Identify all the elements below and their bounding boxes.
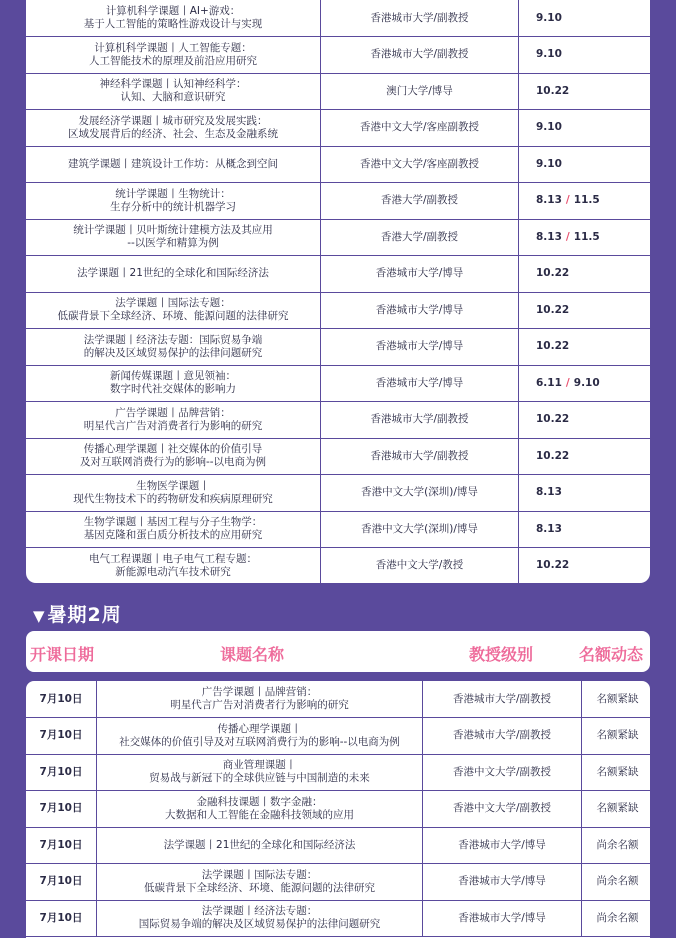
course-title-line2: 国际贸易争端的解决及区域贸易保护的法律问题研究 (138, 918, 381, 931)
course-title-line2: 低碳背景下全球经济、环境、能源问题的法律研究 (57, 310, 289, 323)
date-separator: / (565, 194, 570, 207)
course-title-line2: 贸易战与新冠下的全球供应链与中国制造的未来 (149, 772, 370, 785)
course-title-line2: 现代生物技术下的药物研发和疾病原理研究 (73, 492, 273, 505)
table-row (26, 0, 650, 37)
start-date-alt: 9.10 (573, 376, 600, 389)
start-date: 10.22 (536, 559, 570, 572)
course-title-line2: 社交媒体的价值引导及对互联网消费行为的影响--以电商为例 (119, 735, 400, 748)
date-cell: 7月10日 (26, 827, 97, 864)
course-title-cell (26, 548, 321, 584)
course-title-cell (26, 0, 321, 37)
instructor-cell: 香港中文大学/副教授 (423, 754, 582, 791)
course-title-line1: 计算机科学课题丨人工智能专题： (94, 41, 252, 54)
start-date: 10.22 (536, 84, 570, 97)
course-title-line1: 法学课题丨国际法专题： (115, 297, 231, 310)
table-row (26, 37, 650, 74)
course-title-cell (97, 864, 423, 901)
start-date-alt: 11.5 (573, 194, 600, 207)
date-cell: 7月10日 (26, 681, 97, 718)
date-cell (519, 0, 651, 37)
instructor-cell: 香港城市大学/博导 (423, 900, 582, 937)
table-row (26, 718, 650, 755)
instructor-cell: 香港城市大学/副教授 (321, 438, 519, 475)
table-row (26, 183, 650, 220)
table-row (26, 475, 650, 512)
date-cell: 7月10日 (26, 718, 97, 755)
course-title-line1: 神经科学课题丨认知神经科学： (99, 78, 247, 91)
status-cell: 名额紧缺 (582, 791, 651, 828)
course-title-line1: 广告学课题丨品牌营销： (115, 406, 231, 419)
course-title-line2: 低碳背景下全球经济、环境、能源问题的法律研究 (144, 881, 375, 894)
start-date: 9.10 (536, 11, 562, 24)
status-cell: 尚余名额 (582, 827, 651, 864)
date-cell (519, 438, 651, 475)
course-title-line2: 基于人工智能的策略性游戏设计与实现 (83, 18, 263, 30)
status-cell: 名额紧缺 (582, 718, 651, 755)
course-title-line2: 生存分析中的统计机器学习 (110, 200, 236, 213)
term2-course-table (26, 681, 650, 937)
course-title-line1: 统计学课题丨生物统计： (115, 187, 231, 200)
course-title-cell (97, 681, 423, 718)
date-separator: / (565, 376, 570, 389)
course-title-line2: 数字时代社交媒体的影响力 (110, 383, 236, 396)
table-row (26, 754, 650, 791)
date-cell (519, 548, 651, 584)
date-cell (519, 146, 651, 183)
course-title-cell (26, 475, 321, 512)
header-status: 名额动态 (579, 645, 644, 664)
table-row (26, 402, 650, 439)
course-title-cell (26, 329, 321, 366)
course-title-cell (26, 219, 321, 256)
table-row (26, 791, 650, 828)
course-title-line1: 电气工程课题丨电子电气工程专题： (89, 552, 257, 565)
course-title-line2: 大数据和人工智能在金融科技领域的应用 (165, 808, 354, 821)
date-cell (519, 292, 651, 329)
date-cell (519, 511, 651, 548)
instructor-cell: 香港中文大学/教授 (321, 548, 519, 584)
course-title-cell (97, 718, 423, 755)
course-title-line2: 新能源电动汽车技术研究 (115, 565, 231, 578)
course-title-line1: 金融科技课题丨数字金融： (196, 795, 323, 808)
table-row (26, 146, 650, 183)
course-title-cell (26, 402, 321, 439)
table-row (26, 864, 650, 901)
course-title-line1: 统计学课题丨贝叶斯统计建模方法及其应用 (73, 224, 273, 237)
date-cell (519, 183, 651, 220)
instructor-cell: 香港城市大学/副教授 (423, 718, 582, 755)
course-title-cell (26, 73, 321, 110)
header-title: 课题名称 (220, 645, 285, 664)
date-cell (519, 475, 651, 512)
instructor-cell: 香港中文大学/副教授 (423, 791, 582, 828)
start-date: 8.13 (536, 194, 562, 207)
course-title-line1: 生物医学课题丨 (136, 479, 210, 492)
table-row (26, 219, 650, 256)
instructor-cell: 香港城市大学/博导 (321, 292, 519, 329)
course-title-line1: 法学课题丨经济法专题： (201, 905, 318, 918)
course-title-line2: 认知、大脑和意识研究 (120, 91, 226, 104)
date-cell: 7月10日 (26, 754, 97, 791)
course-title-line2: 明星代言广告对消费者行为影响的研究 (83, 419, 263, 432)
start-date: 10.22 (536, 303, 570, 316)
course-title-cell (26, 183, 321, 220)
table-row (26, 365, 650, 402)
start-date: 6.11 (536, 376, 562, 389)
triangle-down-icon: ▼ (33, 607, 46, 625)
course-title-line2: 区域发展背后的经济、社会、生态及金融系统 (68, 127, 278, 140)
course-title-line1: 法学课题丨经济法专题：国际贸易争端 (83, 333, 263, 346)
course-title-line2: 明星代言广告对消费者行为影响的研究 (170, 699, 349, 711)
date-cell (519, 37, 651, 74)
date-cell (519, 329, 651, 366)
table-row (26, 292, 650, 329)
course-title-cell (26, 511, 321, 548)
table-row (26, 438, 650, 475)
start-date: 9.10 (536, 48, 562, 61)
date-cell (519, 256, 651, 293)
course-title-cell (26, 256, 321, 293)
course-title-line1: 传播心理学课题丨社交媒体的价值引导 (83, 443, 263, 456)
course-title-cell (97, 791, 423, 828)
date-cell: 7月10日 (26, 791, 97, 828)
start-date: 9.10 (536, 157, 562, 170)
course-title-cell (26, 292, 321, 329)
start-date: 10.22 (536, 413, 570, 426)
instructor-cell: 澳门大学/博导 (321, 73, 519, 110)
instructor-cell: 香港中文大学(深圳)/博导 (321, 511, 519, 548)
table-row (26, 827, 650, 864)
date-cell (519, 402, 651, 439)
instructor-cell: 香港城市大学/博导 (423, 864, 582, 901)
table-row (26, 900, 650, 937)
table-row (26, 256, 650, 293)
course-title-line1: 法学课题丨21世纪的全球化和国际经济法 (163, 838, 356, 851)
course-title-cell (97, 900, 423, 937)
course-title-line2: --以医学和精算为例 (127, 237, 219, 250)
header-instructor: 教授级别 (469, 645, 534, 664)
course-title-line1: 新闻传媒课题丨意见领袖： (110, 370, 236, 383)
start-date: 10.22 (536, 267, 570, 280)
start-date: 10.22 (536, 340, 570, 353)
status-cell: 尚余名额 (582, 900, 651, 937)
table-row (26, 548, 650, 584)
course-title-line2: 及对互联网消费行为的影响--以电商为例 (79, 456, 267, 469)
instructor-cell: 香港城市大学/博导 (423, 827, 582, 864)
status-cell: 名额紧缺 (582, 754, 651, 791)
course-title-line1: 商业管理课题丨 (222, 759, 297, 772)
instructor-cell: 香港大学/副教授 (321, 183, 519, 220)
start-date: 10.22 (536, 449, 570, 462)
term1-course-table-card (26, 0, 650, 583)
course-title-line1: 传播心理学课题丨 (217, 722, 302, 735)
course-title-line2: 的解决及区域贸易保护的法律问题研究 (83, 346, 263, 359)
course-title-cell (97, 754, 423, 791)
course-title-line1: 广告学课题丨品牌营销： (201, 686, 318, 698)
section-title-text: 暑期2周 (47, 604, 122, 626)
instructor-cell: 香港城市大学/副教授 (321, 402, 519, 439)
instructor-cell: 香港大学/副教授 (321, 219, 519, 256)
course-title-line2: 基因克隆和蛋白质分析技术的应用研究 (83, 529, 263, 542)
date-cell: 7月10日 (26, 864, 97, 901)
term2-table-header (26, 631, 650, 672)
course-title-line1: 法学课题丨国际法专题： (201, 868, 318, 881)
course-title-line1: 建筑学课题丨建筑设计工作坊：从概念到空间 (68, 157, 278, 170)
instructor-cell: 香港城市大学/副教授 (423, 681, 582, 718)
course-title-line1: 计算机科学课题丨AI+游戏： (105, 5, 241, 17)
term1-course-table (26, 0, 650, 583)
status-cell: 名额紧缺 (582, 681, 651, 718)
date-cell: 7月10日 (26, 900, 97, 937)
course-title-cell (26, 110, 321, 147)
instructor-cell: 香港城市大学/副教授 (321, 0, 519, 37)
date-cell (519, 73, 651, 110)
section-title (33, 600, 122, 627)
start-date: 8.13 (536, 230, 562, 243)
instructor-cell: 香港城市大学/博导 (321, 256, 519, 293)
term2-course-table-card (26, 681, 650, 938)
start-date-alt: 11.5 (573, 230, 600, 243)
start-date: 9.10 (536, 121, 562, 134)
instructor-cell: 香港城市大学/博导 (321, 329, 519, 366)
course-title-cell (97, 827, 423, 864)
course-title-line2: 人工智能技术的原理及前沿应用研究 (89, 54, 257, 67)
course-title-cell (26, 438, 321, 475)
course-title-line1: 法学课题丨21世纪的全球化和国际经济法 (77, 267, 269, 280)
date-cell (519, 110, 651, 147)
header-date: 开课日期 (30, 645, 95, 664)
start-date: 8.13 (536, 486, 562, 499)
instructor-cell: 香港中文大学(深圳)/博导 (321, 475, 519, 512)
course-title-line1: 生物学课题丨基因工程与分子生物学： (83, 516, 263, 529)
instructor-cell: 香港城市大学/博导 (321, 365, 519, 402)
instructor-cell: 香港中文大学/客座副教授 (321, 146, 519, 183)
course-title-line1: 发展经济学课题丨城市研究及发展实践： (78, 114, 268, 127)
date-cell (519, 365, 651, 402)
course-title-cell (26, 37, 321, 74)
instructor-cell: 香港城市大学/副教授 (321, 37, 519, 74)
start-date: 8.13 (536, 522, 562, 535)
status-cell: 尚余名额 (582, 864, 651, 901)
table-row (26, 681, 650, 718)
instructor-cell: 香港中文大学/客座副教授 (321, 110, 519, 147)
course-title-cell (26, 365, 321, 402)
table-row (26, 73, 650, 110)
table-row (26, 511, 650, 548)
date-cell (519, 219, 651, 256)
table-row (26, 110, 650, 147)
date-separator: / (565, 230, 570, 243)
table-row (26, 329, 650, 366)
course-title-cell (26, 146, 321, 183)
